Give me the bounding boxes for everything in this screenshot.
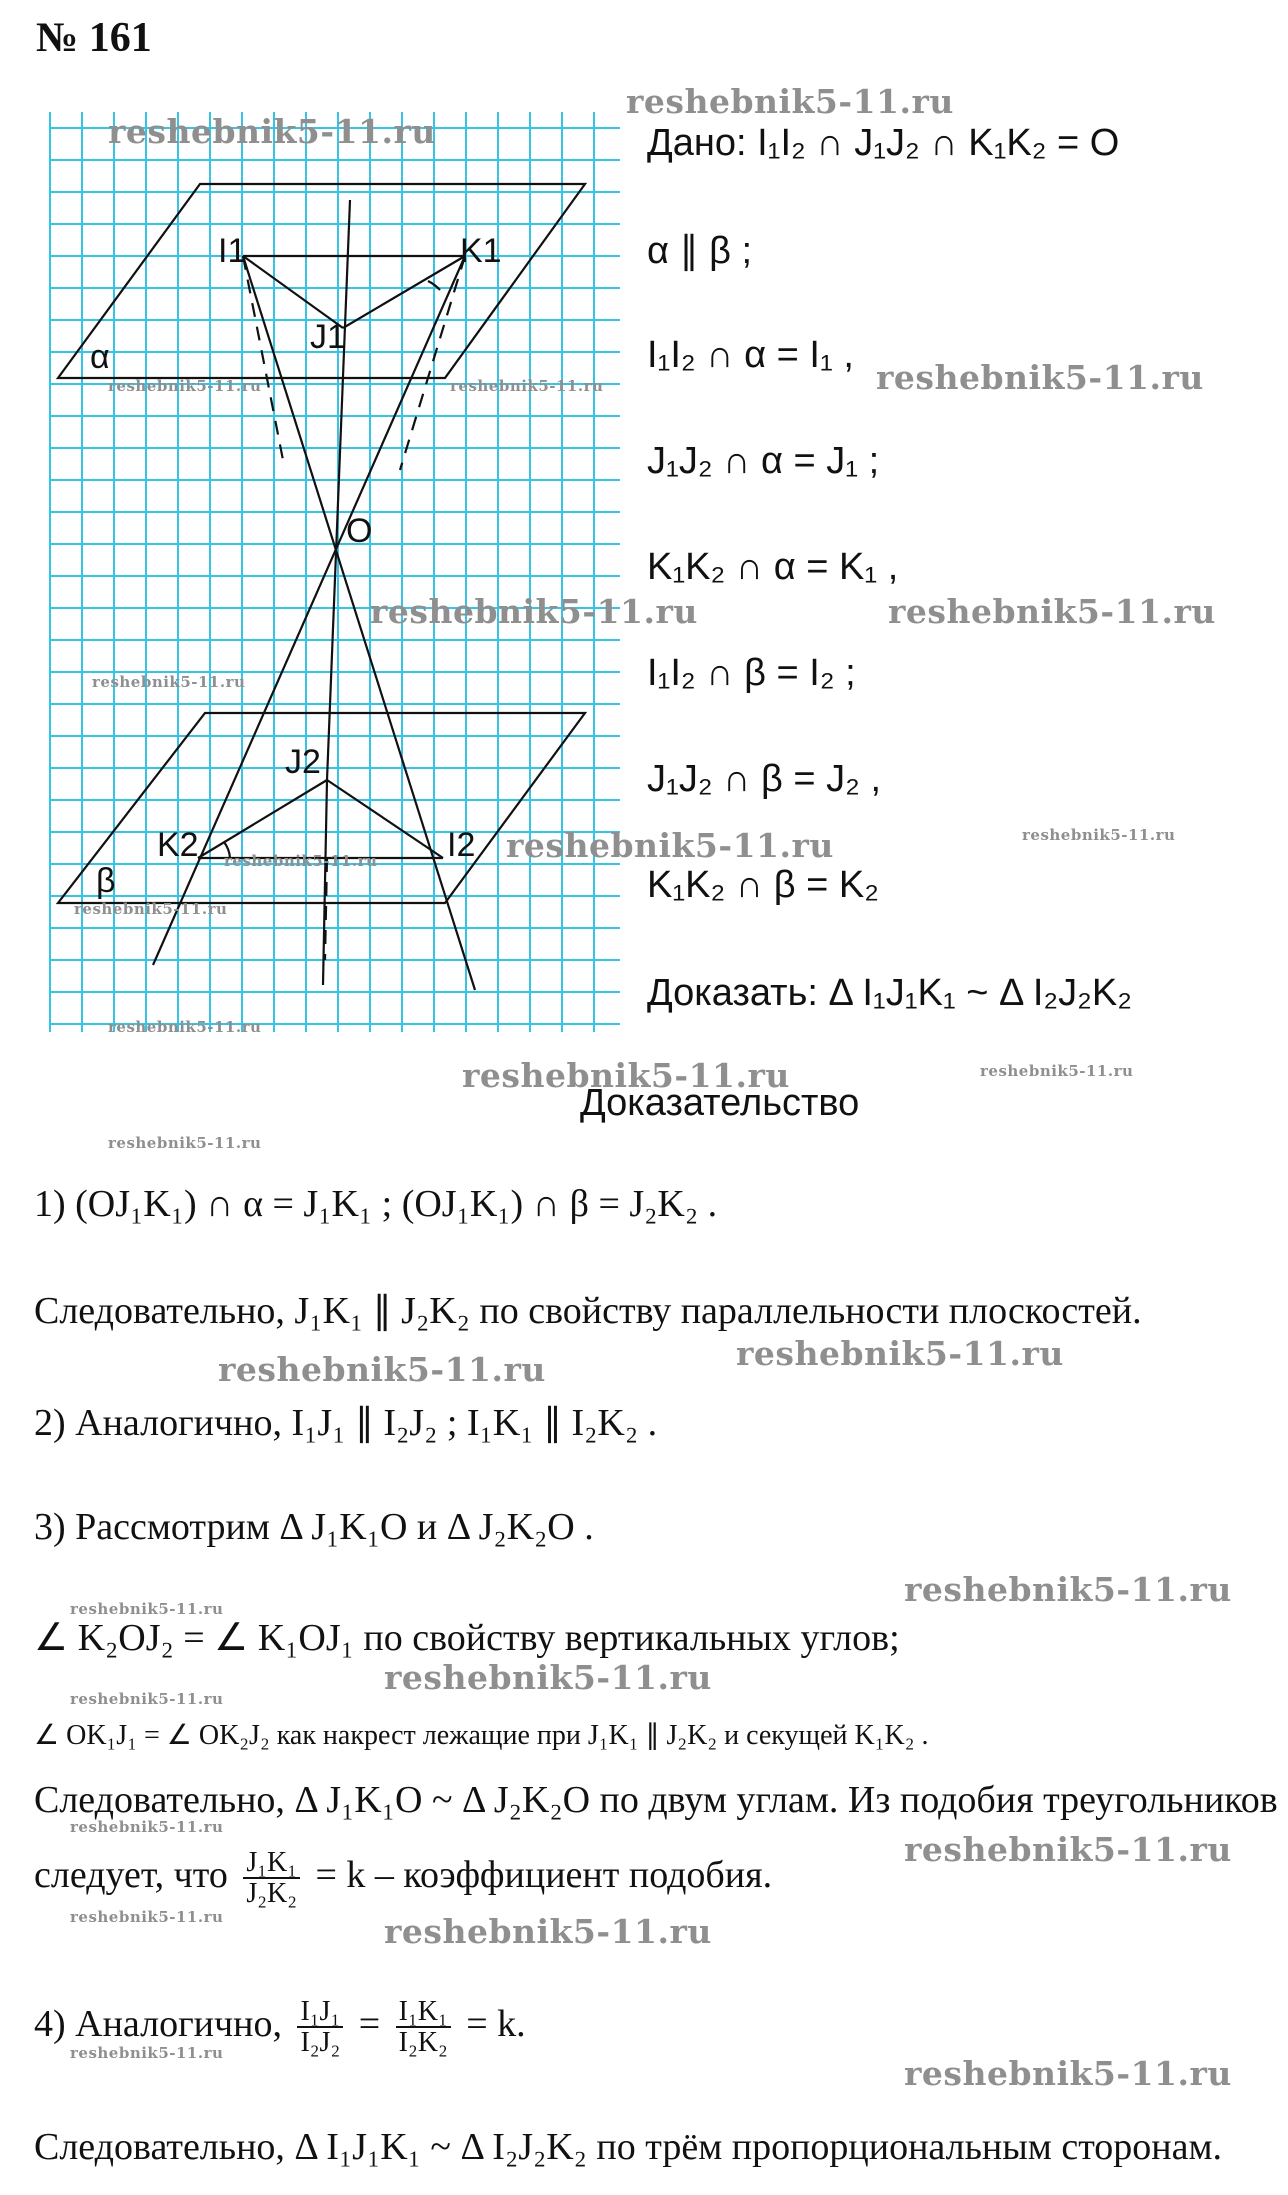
label-k2: K2: [157, 826, 199, 864]
label-alpha: α: [90, 338, 110, 376]
watermark: reshebnik5-11.ru: [904, 1570, 1232, 1609]
given-line-6: I₁I₂ ∩ β = I₂ ;: [647, 652, 856, 694]
ratio-numerator: J₁K₁: [243, 1848, 300, 1879]
label-j1: J1: [310, 318, 346, 356]
step4-fraction-1-denominator: I₂J₂: [300, 2027, 341, 2059]
proof-similarity: Следовательно, Δ J₁K₁O ~ Δ J₂K₂O по двум углам. Из подобия треугольников: [34, 1779, 1278, 1821]
watermark: reshebnik5-11.ru: [108, 1134, 262, 1152]
ratio-fraction: [243, 1848, 300, 1909]
watermark: reshebnik5-11.ru: [626, 82, 954, 121]
watermark: reshebnik5-11.ru: [1022, 826, 1176, 844]
watermark: reshebnik5-11.ru: [70, 1818, 224, 1836]
step4-fraction-1-numerator: I₁J₁: [297, 1997, 343, 2028]
ratio-suffix: = k – коэффициент подобия.: [315, 1854, 773, 1897]
problem-number: № 161: [36, 15, 152, 61]
proof-angle-alternate: ∠ OK₁J₁ = ∠ OK₂J₂ как накрест лежащие при J₁K₁ ∥ J₂K₂ и секущей K₁K₂ .: [34, 1720, 929, 1751]
watermark: reshebnik5-11.ru: [108, 1018, 262, 1036]
given-line-7: J₁J₂ ∩ β = J₂ ,: [647, 758, 882, 800]
step4-equals: =: [358, 2003, 381, 2046]
label-k1: K1: [460, 232, 502, 270]
watermark: reshebnik5-11.ru: [70, 1690, 224, 1708]
watermark: reshebnik5-11.ru: [904, 1830, 1232, 1869]
proof-heading: Доказательство: [580, 1082, 860, 1124]
triangle2-side-j2i2: [327, 780, 443, 858]
given-line-8: K₁K₂ ∩ β = K₂: [647, 864, 879, 906]
ratio-denominator: J₂K₂: [246, 1878, 297, 1910]
watermark: reshebnik5-11.ru: [224, 852, 378, 870]
watermark: reshebnik5-11.ru: [462, 1056, 790, 1095]
prove-statement: Доказать: Δ I₁J₁K₁ ~ Δ I₂J₂K₂: [647, 972, 1133, 1014]
watermark: reshebnik5-11.ru: [70, 1600, 224, 1618]
watermark: reshebnik5-11.ru: [506, 826, 834, 865]
given-line-4: J₁J₂ ∩ α = J₁ ;: [647, 440, 880, 482]
proof-ratio-line: [34, 1848, 772, 1909]
label-o: O: [346, 512, 373, 550]
line-i1-dashed: [243, 256, 283, 460]
watermark: reshebnik5-11.ru: [108, 377, 262, 395]
watermark: reshebnik5-11.ru: [108, 112, 436, 151]
label-i2: I2: [447, 826, 476, 864]
triangle1-side-j1k1: [343, 256, 465, 328]
step4-prefix: 4) Аналогично,: [34, 2003, 282, 2046]
label-beta: β: [96, 862, 116, 900]
watermark: reshebnik5-11.ru: [218, 1350, 546, 1389]
watermark: reshebnik5-11.ru: [876, 358, 1204, 397]
proof-step-3: 3) Рассмотрим Δ J₁K₁O и Δ J₂K₂O .: [34, 1506, 594, 1548]
watermark: reshebnik5-11.ru: [370, 592, 698, 631]
plane-beta: [58, 713, 585, 903]
step4-fraction-2-numerator: I₁K₁: [396, 1997, 451, 2028]
watermark: reshebnik5-11.ru: [384, 1912, 712, 1951]
watermark: reshebnik5-11.ru: [450, 377, 604, 395]
watermark: reshebnik5-11.ru: [980, 1062, 1134, 1080]
watermark: reshebnik5-11.ru: [904, 2054, 1232, 2093]
step4-suffix: = k.: [466, 2003, 526, 2046]
label-j2: J2: [285, 743, 321, 781]
watermark: reshebnik5-11.ru: [70, 1908, 224, 1926]
proof-step-1-conclusion: Следовательно, J₁K₁ ∥ J₂K₂ по свойству параллельности плоскостей.: [34, 1290, 1142, 1332]
given-line-3: I₁I₂ ∩ α = I₁ ,: [647, 334, 854, 376]
watermark: reshebnik5-11.ru: [888, 592, 1216, 631]
watermark: reshebnik5-11.ru: [92, 673, 246, 691]
given-line-2: α ∥ β ;: [647, 230, 753, 272]
proof-final: Следовательно, Δ I₁J₁K₁ ~ Δ I₂J₂K₂ по трём пропорциональным сторонам.: [34, 2126, 1223, 2168]
step4-fraction-1: [297, 1997, 343, 2058]
watermark: reshebnik5-11.ru: [736, 1334, 1064, 1373]
given-line-1: Дано: I₁I₂ ∩ J₁J₂ ∩ K₁K₂ = O: [647, 122, 1120, 164]
proof-angle-vertical: ∠ K₂OJ₂ = ∠ K₁OJ₁ по свойству вертикальных углов;: [34, 1617, 900, 1659]
watermark: reshebnik5-11.ru: [70, 2044, 224, 2062]
given-line-5: K₁K₂ ∩ α = K₁ ,: [647, 546, 899, 588]
label-i1: I1: [218, 232, 247, 270]
step4-fraction-2-denominator: I₂K₂: [398, 2027, 448, 2059]
watermark: reshebnik5-11.ru: [74, 900, 228, 918]
proof-step-1: 1) (OJ₁K₁) ∩ α = J₁K₁ ; (OJ₁K₁) ∩ β = J₂K₂ .: [34, 1183, 718, 1225]
ratio-prefix: следует, что: [34, 1854, 228, 1897]
proof-step-2: 2) Аналогично, I₁J₁ ∥ I₂J₂ ; I₁K₁ ∥ I₂K₂ .: [34, 1402, 658, 1444]
step4-fraction-2: [396, 1997, 451, 2058]
watermark: reshebnik5-11.ru: [384, 1658, 712, 1697]
